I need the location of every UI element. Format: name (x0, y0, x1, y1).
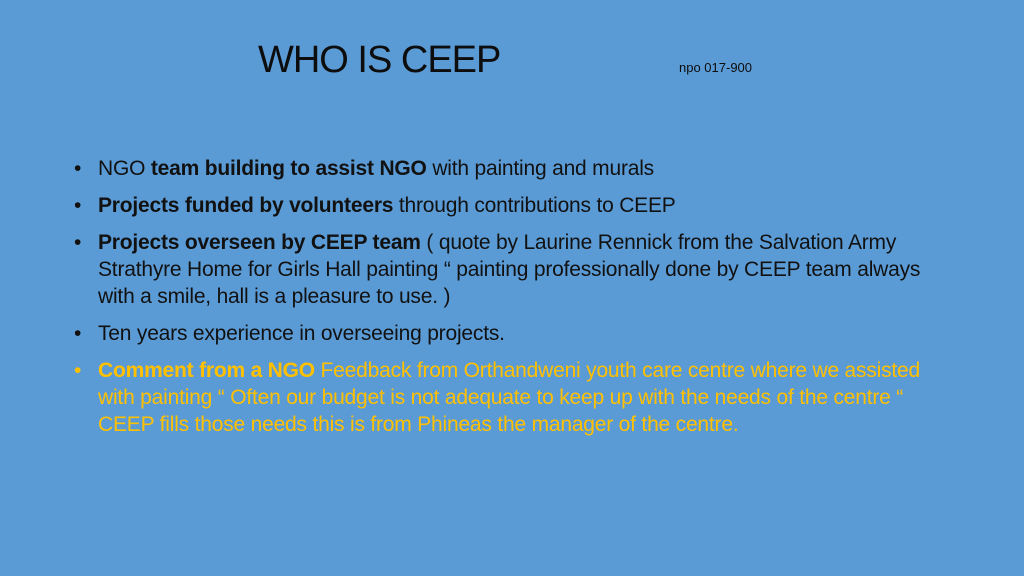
bullet-ten-years-experience (72, 320, 952, 347)
bullet-projects-overseen (72, 229, 952, 310)
bullet-prefix: NGO (98, 157, 151, 180)
bullet-ngo-comment (72, 357, 952, 438)
npo-registration-number: npo 017-900 (679, 60, 753, 75)
slide-title: WHO IS CEEP (258, 39, 501, 81)
bullet-text: Feedback from Orthandweni youth care centre where we assisted with painting “ Often our budget is not adequate to keep up with the needs of the centre “ CEEP fills those needs this is from Phineas the manager of the centre. (98, 359, 920, 436)
bullet-bold-text: Projects overseen by CEEP team (98, 231, 421, 254)
bullet-projects-funded (72, 192, 952, 219)
bullet-bold-text: team building to assist NGO (150, 157, 427, 180)
bullet-text: ( quote by Laurine Rennick from the Salvation Army Strathyre Home for Girls Hall painting “ painting professionally done by CEEP team always with a smile, hall is a pleasure to use. ) (98, 231, 921, 308)
bullet-text: through contributions to CEEP (393, 194, 676, 217)
bullet-list (72, 155, 952, 448)
bullet-bold-text: Projects funded by volunteers (98, 194, 394, 217)
bullet-bold-text: Comment from a NGO (98, 359, 315, 382)
bullet-ngo-team-building (72, 155, 952, 182)
bullet-text: Ten years experience in overseeing projects. (98, 322, 505, 345)
bullet-text: with painting and murals (426, 157, 654, 180)
